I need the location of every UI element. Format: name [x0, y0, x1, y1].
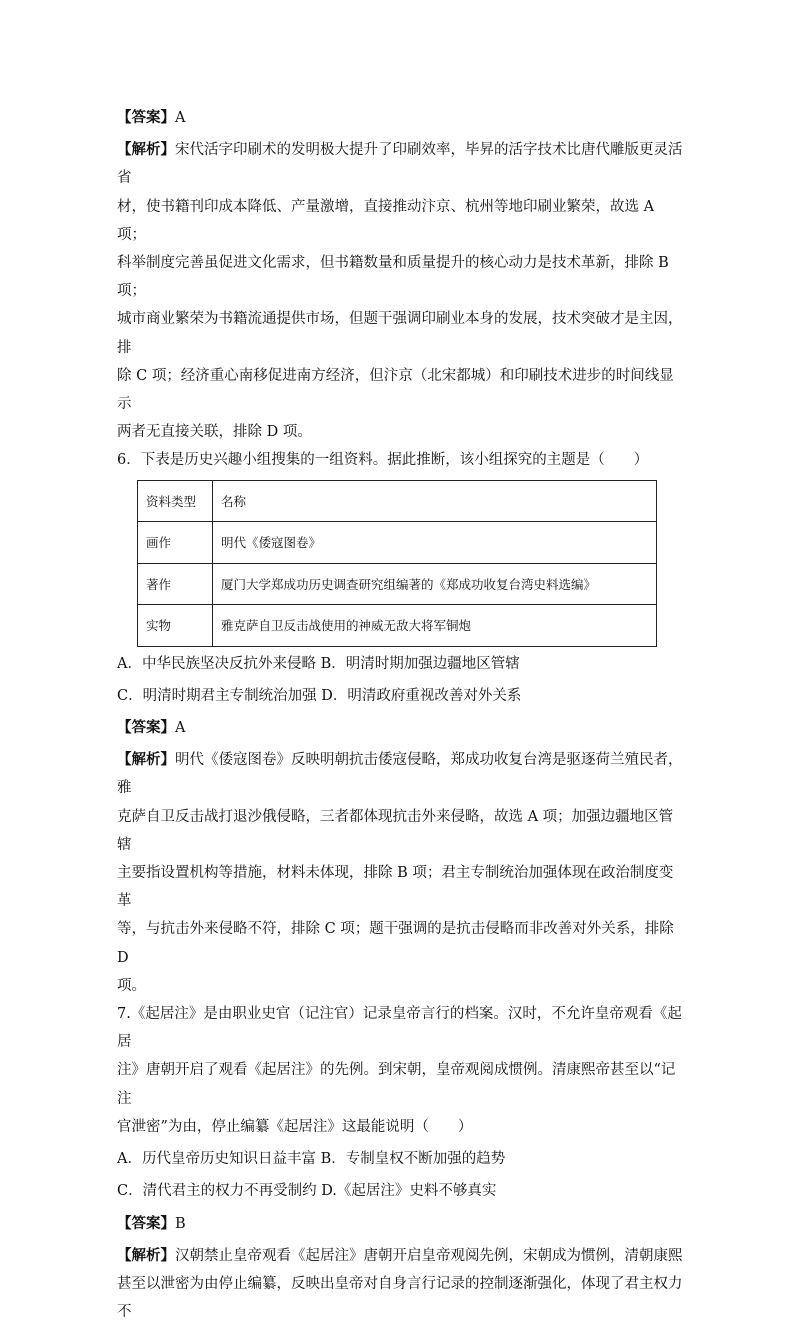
- q7-option-line: C．清代君主的权力不再受制约 D.《起居注》史料不够真实: [117, 1183, 497, 1200]
- q6-answer-line: [117, 714, 683, 742]
- q5-analysis-line: 两者无直接关联，排除 D 项。: [117, 424, 312, 441]
- q6-option-line: A．中华民族坚决反抗外来侵略 B．明清时期加强边疆地区管辖: [117, 655, 520, 672]
- q5-answer-line: [117, 104, 683, 132]
- q6-analysis-line: 项。: [117, 977, 146, 994]
- q6-material-table: [137, 480, 657, 647]
- answer-tag: 【答案】: [117, 109, 175, 126]
- table-header-cell: 名称: [213, 480, 657, 522]
- table-cell-name: 雅克萨自卫反击战使用的神威无敌大将军铜炮: [213, 605, 657, 647]
- q6-stem: 6．下表是历史兴趣小组搜集的一组资料。据此推断，该小组探究的主题是（ ）: [117, 452, 649, 469]
- q5-analysis-line: 城市商业繁荣为书籍流通提供市场，但题干强调印刷业本身的发展，技术突破才是主因，排: [117, 311, 683, 356]
- document-content: [117, 104, 683, 1326]
- table-header-cell: 资料类型: [138, 480, 213, 522]
- q5-analysis-line: 材，使书籍刊印成本降低、产量激增，直接推动汴京、杭州等地印刷业繁荣，故选 A 项；: [117, 198, 655, 243]
- q7-analysis-line: 【解析】汉朝禁止皇帝观看《起居注》唐朝开启皇帝观阅先例，宋朝成为惯例，清朝康熙: [117, 1246, 683, 1264]
- q6-answer: A: [175, 720, 186, 737]
- q5-analysis-line: 除 C 项；经济重心南移促进南方经济，但汴京（北宋都城）和印刷技术进步的时间线显示: [117, 367, 674, 413]
- q7-option-line: A．历代皇帝历史知识日益丰富 B．专制皇权不断加强的趋势: [117, 1151, 506, 1168]
- table-row: [138, 563, 657, 605]
- table-cell-type: 著作: [138, 563, 213, 605]
- q7-analysis-line: 甚至以泄密为由停止编纂，反映出皇帝对自身言行记录的控制逐渐强化，体现了君主权力不: [117, 1275, 683, 1321]
- q7-stem-line: 官泄密”为由，停止编纂《起居注》这最能说明（ ）: [117, 1118, 473, 1135]
- q5-analysis-line: 【解析】宋代活字印刷术的发明极大提升了印刷效率，毕昇的活字技术比唐代雕版更灵活省: [117, 141, 683, 187]
- q6-analysis-line: 等，与抗击外来侵略不符，排除 C 项；题干强调的是抗击侵略而非改善对外关系，排除 D: [117, 921, 674, 966]
- table-row: [138, 605, 657, 647]
- analysis-tag: 【解析】: [117, 141, 175, 159]
- analysis-tag: 【解析】: [117, 751, 175, 769]
- q6-option-line: C．明清时期君主专制统治加强 D．明清政府重视改善对外关系: [117, 687, 522, 704]
- table-cell-type: 实物: [138, 605, 213, 647]
- q6-analysis-line: 克萨自卫反击战打退沙俄侵略，三者都体现抗击外来侵略，故选 A 项；加强边疆地区管辖: [117, 808, 674, 853]
- q6-analysis-line: 【解析】明代《倭寇图卷》反映明朝抗击倭寇侵略，郑成功收复台湾是驱逐荷兰殖民者，雅: [117, 751, 683, 797]
- q5-analysis-line: 科举制度完善虽促进文化需求，但书籍数量和质量提升的核心动力是技术革新，排除 B 项；: [117, 255, 669, 300]
- q7-stem-line: 7.《起居注》是由职业史官（记注官）记录皇帝言行的档案。汉时，不允许皇帝观看《起居: [117, 1006, 682, 1051]
- q6-analysis-line: 主要指设置机构等措施，材料未体现，排除 B 项；君主专制统治加强体现在政治制度变革: [117, 865, 674, 910]
- table-header-row: [138, 480, 657, 522]
- analysis-tag: 【解析】: [117, 1246, 175, 1264]
- q7-answer: B: [175, 1215, 186, 1232]
- table-cell-name: 明代《倭寇图卷》: [213, 522, 657, 564]
- table-row: [138, 522, 657, 564]
- answer-tag: 【答案】: [117, 1214, 175, 1232]
- q5-answer: A: [175, 110, 186, 126]
- q7-stem-line: 注》唐朝开启了观看《起居注》的先例。到宋朝，皇帝观阅成惯例。清康熙帝甚至以“记注: [117, 1062, 676, 1107]
- q7-answer-line: [117, 1210, 683, 1238]
- table-cell-name: 厦门大学郑成功历史调查研究组编著的《郑成功收复台湾史料选编》: [213, 563, 657, 605]
- answer-tag: 【答案】: [117, 719, 175, 737]
- table-cell-type: 画作: [138, 522, 213, 564]
